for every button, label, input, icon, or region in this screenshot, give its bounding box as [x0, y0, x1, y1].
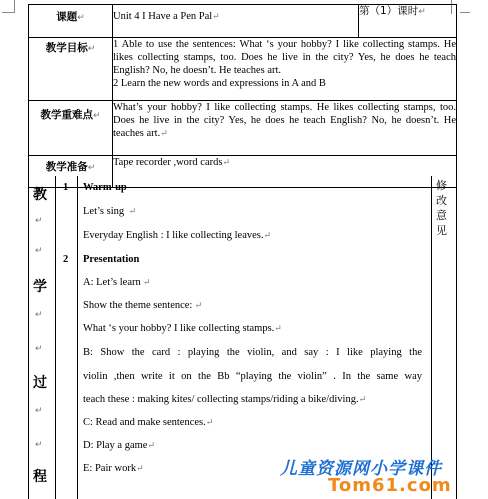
- presentation-question: What ‘s your hobby? I like collecting stamps.↵: [83, 323, 282, 334]
- preparation-text: Tape recorder ,word cards: [113, 157, 223, 168]
- side-char-4: 程: [33, 469, 47, 485]
- process-content: [29, 176, 432, 499]
- key-points-label-cell: 教学重难点↵: [29, 101, 113, 156]
- key-points-text: What’s your hobby? I like collecting stamps. He likes collecting stamps, too. Does he live in the city? Yes, he does he teach English? No, he doesn’t. He teaches art.: [113, 102, 457, 139]
- crop-corner-mark: [2, 0, 15, 13]
- key-points-text-cell: What’s your hobby? I like collecting stamps. He likes collecting stamps, too. Does he live in the city? Yes, he does he teach English? No, he doesn’t. He teaches art.↵: [113, 101, 457, 156]
- key-points-label: 教学重难点: [40, 109, 93, 121]
- notes-char-3: 意: [436, 209, 447, 222]
- objectives-row: [29, 38, 457, 101]
- notes-label: [436, 178, 447, 238]
- topic-value-cell: Unit 4 I Have a Pen Pal↵: [113, 5, 359, 38]
- topic-label-cell: 课题↵: [29, 5, 113, 38]
- preparation-text-cell: Tape recorder ,word cards↵: [113, 156, 457, 188]
- period-cell: 第（1）课时↵: [359, 5, 457, 38]
- topic-label: 课题: [56, 11, 78, 23]
- watermark-en: Tom61.com: [328, 475, 452, 496]
- warmup-line-2: Everyday English : I like collecting leaves.↵: [83, 230, 272, 241]
- presentation-b-line-2: violin ,then write it on the Bb “playing the violin” . In the same way: [83, 371, 422, 382]
- presentation-c: C: Read and make sentences.↵: [83, 417, 214, 428]
- topic-value: Unit 4 I Have a Pen Pal: [113, 11, 213, 22]
- crop-mark: [460, 12, 470, 23]
- side-char-1: 教: [33, 187, 47, 203]
- side-char-2: 学: [33, 279, 47, 295]
- notes-char-2: 改: [436, 194, 447, 207]
- side-char-3: 过: [33, 375, 47, 391]
- presentation-d: D: Play a game↵: [83, 440, 155, 451]
- watermark-cn: 儿童资源网小学课件: [280, 459, 442, 479]
- section-1-number: 1: [63, 182, 69, 193]
- process-side-column: 教 ↵ ↵ 学 ↵ ↵ 过 ↵ ↵ 程: [29, 176, 56, 499]
- section-2-title: Presentation: [83, 254, 140, 265]
- section-2-number: 2: [63, 254, 69, 265]
- key-points-row: [29, 101, 457, 156]
- notes-column: [431, 176, 456, 499]
- period-value: 第（1）课时: [359, 5, 419, 17]
- notes-char-4: 见: [436, 224, 447, 237]
- section-1-title: Warm-up: [83, 182, 127, 193]
- lesson-plan-table: [28, 4, 457, 188]
- presentation-b-line-1: B: Show the card : playing the violin, and say : I like playing the: [83, 347, 422, 358]
- objectives-text-1: 1 Able to use the sentences: What ‘s your hobby? I like collecting stamps. He likes collecting stamps, too. Does he live in the city? Yes, he does he teach English? No, he doesn’t. He teaches art.: [113, 39, 457, 76]
- objectives-label-cell: 教学目标↵: [29, 38, 113, 101]
- presentation-a: A: Let’s learn ↵: [83, 277, 151, 288]
- objectives-text-2: 2 Learn the new words and expressions in A and B: [113, 78, 326, 89]
- preparation-label: 教学准备: [45, 161, 88, 173]
- preparation-label-cell: 教学准备↵: [29, 156, 113, 188]
- notes-char-1: 修: [436, 179, 447, 192]
- presentation-e: E: Pair work↵: [83, 463, 144, 474]
- presentation-b-line-3: teach these : making kites/ collecting stamps/riding a bike/diving.↵: [83, 394, 367, 405]
- topic-row: [29, 5, 457, 38]
- presentation-theme: Show the theme sentence: ↵: [83, 300, 203, 311]
- objectives-text-cell: [113, 38, 457, 101]
- process-block: [28, 176, 457, 499]
- site-watermark: [258, 454, 486, 498]
- objectives-label: 教学目标: [45, 42, 88, 54]
- warmup-line-1: Let’s sing ↵: [83, 206, 137, 217]
